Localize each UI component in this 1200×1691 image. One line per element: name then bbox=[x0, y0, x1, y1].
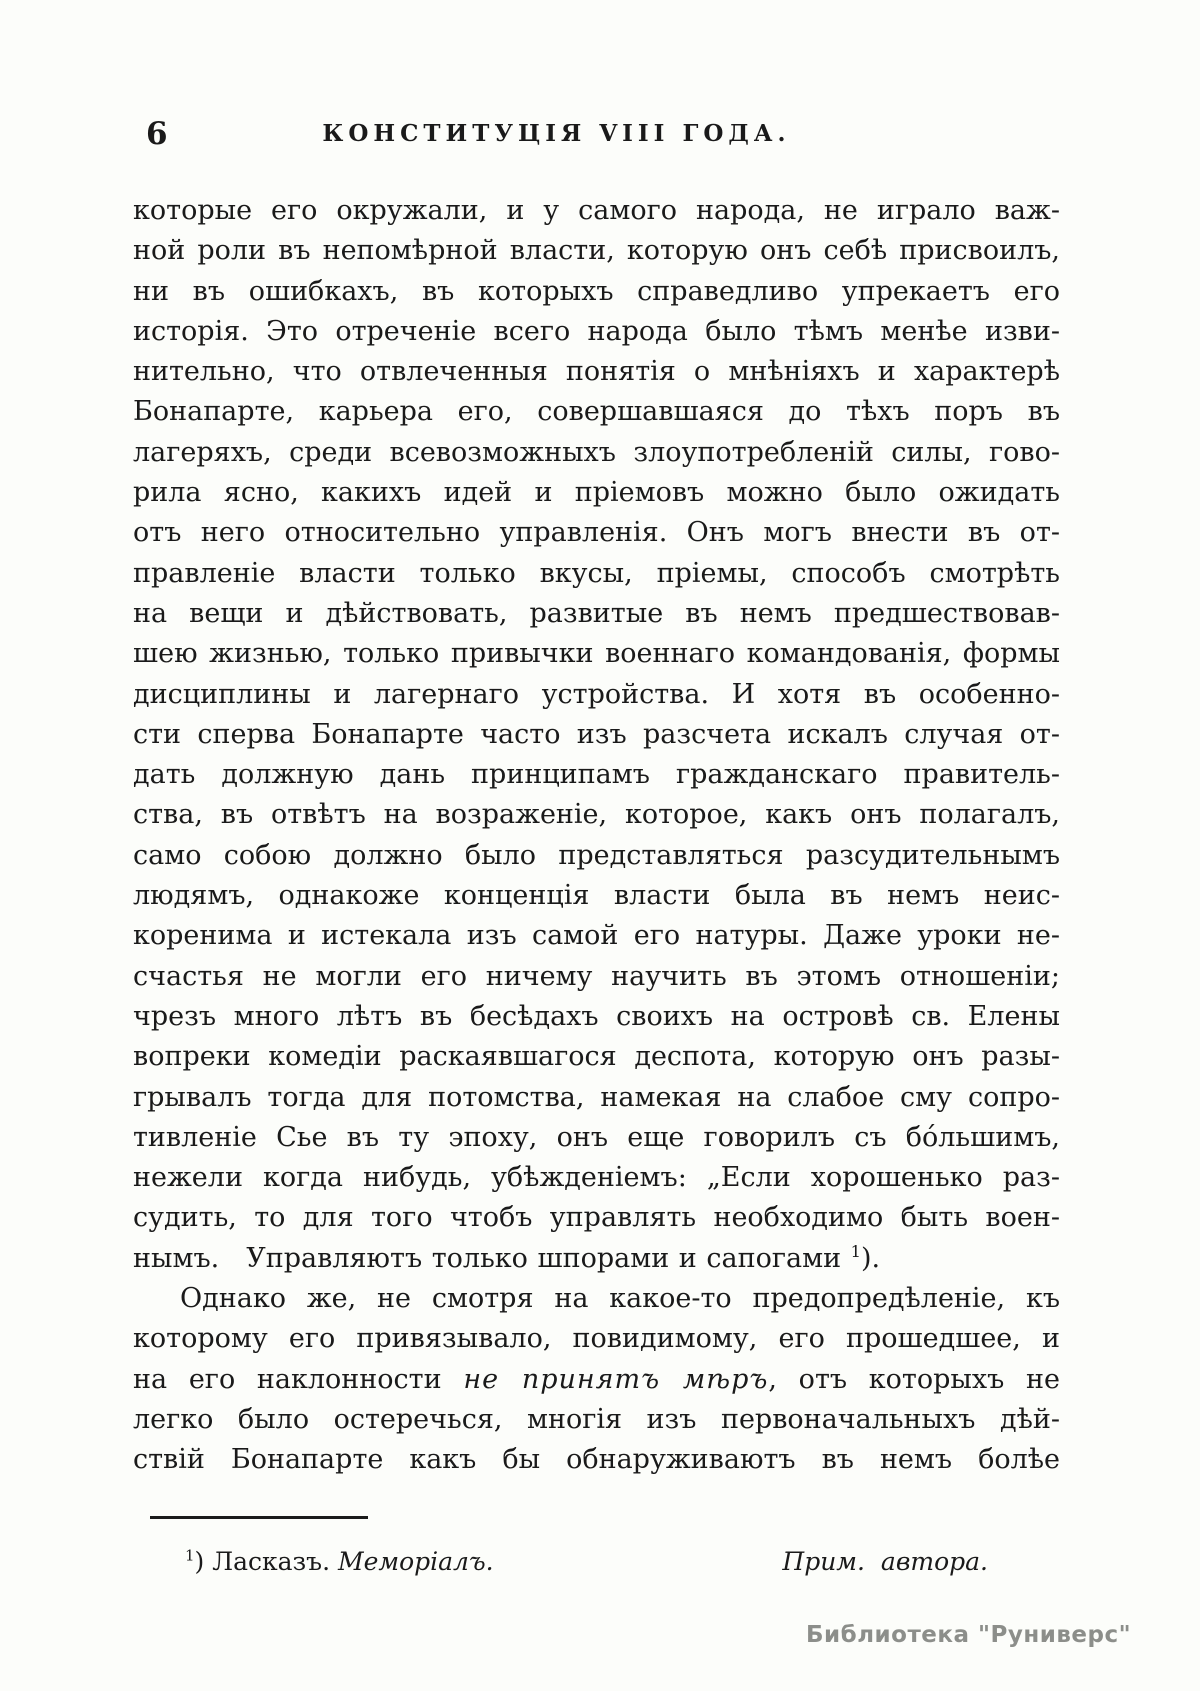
emphasized-phrase: не принятъ мѣръ bbox=[463, 1363, 769, 1395]
text-line: отъ него относительно управленія. Онъ могъ внести въ от- bbox=[133, 517, 1060, 549]
text-line: Однако же, не смотря на какое-то предопредѣленіе, къ bbox=[180, 1283, 1060, 1315]
text-line: нежели когда нибудь, убѣжденіемъ: „Если хорошенько раз- bbox=[133, 1162, 1060, 1194]
text-line: дать должную дань принципамъ гражданскаго правитель- bbox=[133, 759, 1060, 791]
library-watermark: Библиотека "Руниверс" bbox=[806, 1622, 1132, 1648]
text-line: тивленіе Сье въ ту эпоху, онъ еще говорилъ съ бо́льшимъ, bbox=[133, 1121, 1060, 1153]
text-line: на вещи и дѣйствовать, развитые въ немъ предшествовав- bbox=[133, 597, 1060, 629]
text-line: счастья не могли его ничему научить въ этомъ отношеніи; bbox=[133, 960, 1060, 992]
paragraph-2 bbox=[133, 1279, 1060, 1480]
text-line: судить, то для того чтобъ управлять необходимо быть воен- bbox=[133, 1202, 1060, 1234]
text-line bbox=[133, 1360, 1060, 1400]
text-line: ни въ ошибкахъ, въ которыхъ справедливо упрекаетъ его bbox=[133, 275, 1060, 307]
text-line: грывалъ тогда для потомства, намекая на слабое сму сопро- bbox=[133, 1081, 1060, 1113]
line-text: ). bbox=[860, 1242, 881, 1274]
text-line bbox=[133, 1239, 1060, 1279]
footnote-marker: 1 bbox=[185, 1546, 195, 1565]
text-line: дисциплины и лагернаго устройства. И хотя въ особенно- bbox=[133, 678, 1060, 710]
body-text bbox=[133, 191, 1060, 1481]
text-line: ства, въ отвѣтъ на возраженіе, которое, какъ онъ полагалъ, bbox=[133, 799, 1060, 831]
footnote-reference: 1 bbox=[850, 1241, 861, 1261]
text-line: коренима и истекала изъ самой его натуры. Даже уроки не- bbox=[133, 920, 1060, 952]
text-line: Бонапарте, карьера его, совершавшаяся до тѣхъ поръ въ bbox=[133, 396, 1060, 428]
page-header bbox=[133, 114, 1060, 156]
footnote bbox=[133, 1545, 1060, 1579]
text-line: шею жизнью, только привычки военнаго командованія, формы bbox=[133, 638, 1060, 670]
footnote-author-note: Прим. автора. bbox=[782, 1547, 988, 1576]
text-line: правленіе власти только вкусы, пріемы, способъ смотрѣть bbox=[133, 557, 1060, 589]
page-number: 6 bbox=[146, 116, 168, 152]
paragraph-1 bbox=[133, 191, 1060, 1279]
text-line: нительно, что отвлеченныя понятія о мнѣніяхъ и характерѣ bbox=[133, 356, 1060, 388]
footnote-text bbox=[133, 1545, 494, 1579]
text-line: исторія. Это отреченіе всего народа было тѣмъ менѣе изви- bbox=[133, 315, 1060, 347]
paragraph-1-lines bbox=[133, 191, 1060, 1239]
text-line: людямъ, однакоже конценція власти была въ немъ неис- bbox=[133, 880, 1060, 912]
text-line: вопреки комедіи раскаявшагося деспота, которую онъ разы- bbox=[133, 1041, 1060, 1073]
text-line: ствій Бонапарте какъ бы обнаруживаютъ въ немъ болѣе bbox=[133, 1444, 1060, 1476]
text-line: которому его привязывало, повидимому, его прошедшее, и bbox=[133, 1323, 1060, 1355]
footnote-separator-rule bbox=[150, 1516, 368, 1519]
text-line: сти сперва Бонапарте часто изъ разсчета искалъ случая от- bbox=[133, 718, 1060, 750]
text-line: рила ясно, какихъ идей и пріемовъ можно было ожидать bbox=[133, 477, 1060, 509]
text-line: ной роли въ непомѣрной власти, которую онъ себѣ присвоилъ, bbox=[133, 235, 1060, 267]
footnote-work-title: Меморіалъ. bbox=[337, 1547, 494, 1576]
line-text: на его наклонности bbox=[133, 1363, 464, 1395]
text-line: которые его окружали, и у самого народа, не играло важ- bbox=[133, 195, 1060, 226]
line-text: , отъ которыхъ не bbox=[768, 1363, 1060, 1395]
footnote-source: Ласказъ. bbox=[212, 1547, 338, 1576]
text-line: лагеряхъ, среди всевозможныхъ злоупотребленій силы, гово- bbox=[133, 436, 1060, 468]
line-text: нымъ. Управляютъ только шпорами и сапогами bbox=[133, 1242, 851, 1274]
text-line: легко было остеречься, многія изъ первоначальныхъ дѣй- bbox=[133, 1403, 1060, 1435]
running-title: КОНСТИТУЦІЯ VIII ГОДА. bbox=[322, 120, 791, 147]
text-line: само собою должно было представляться разсудительнымъ bbox=[133, 839, 1060, 871]
footnote-marker-close: ) bbox=[194, 1547, 213, 1576]
text-line: чрезъ много лѣтъ въ бесѣдахъ своихъ на островѣ св. Елены bbox=[133, 1000, 1060, 1032]
